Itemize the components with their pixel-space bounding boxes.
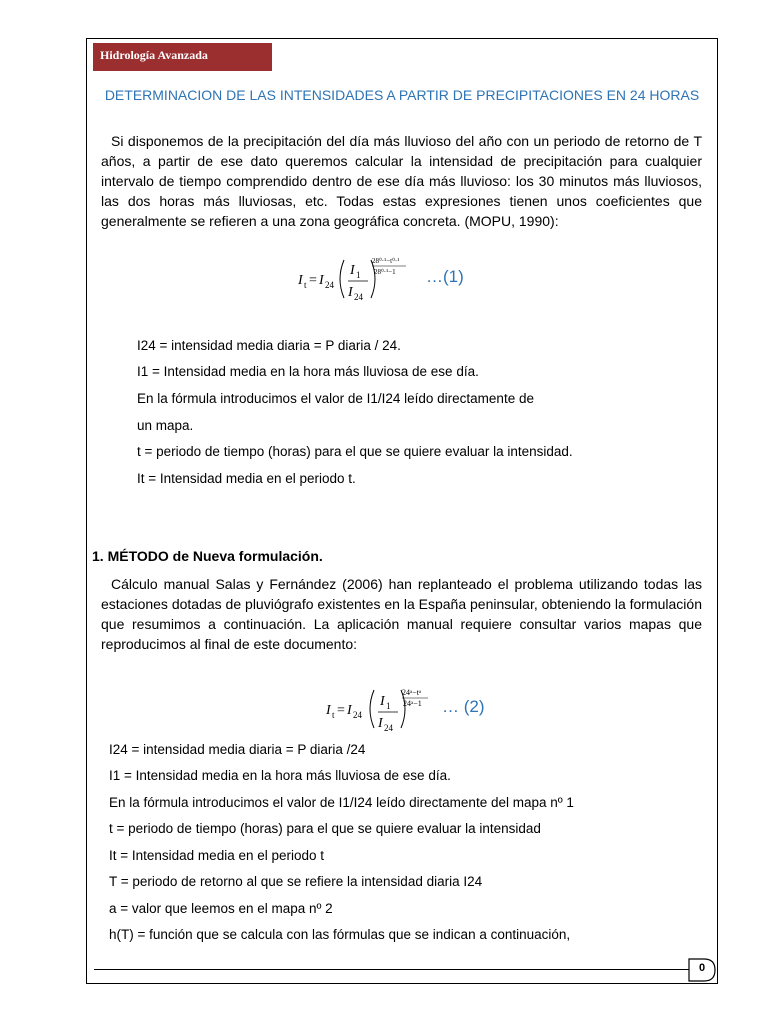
- def1-t: t = periodo de tiempo (horas) para el que se quiere evaluar la intensidad.: [137, 444, 573, 459]
- f2-paren-left: [370, 690, 374, 728]
- method-paragraph: Cálculo manual Salas y Fernández (2006) han replanteado el problema utilizando todas las estaciones dotadas de pluviógrafo existentes en la España peninsular, obteniendo la formulación que resumimos a continuación. La aplicación manual requiere consultar varios mapas que reproducimos al final de este documento:: [101, 576, 702, 652]
- def1-it: It = Intensidad media en el periodo t.: [137, 471, 356, 486]
- def1-ratio-cont: un mapa.: [137, 418, 194, 433]
- def1-i24: I24 = intensidad media diaria = P diaria / 24.: [137, 338, 401, 353]
- formula-1: [296, 252, 496, 304]
- f2-equals: =: [337, 703, 345, 718]
- document-title: DETERMINACION DE LAS INTENSIDADES A PARTIR DE PRECIPITACIONES EN 24 HORAS: [104, 87, 700, 103]
- footer-rule: [94, 969, 690, 970]
- f2-den-sub: 24: [384, 723, 393, 733]
- f2-lhs-sub: t: [332, 710, 335, 720]
- section-heading: 1. MÉTODO de Nueva formulación.: [92, 548, 323, 564]
- f1-num-I: I: [350, 263, 355, 278]
- page-number: 0: [699, 962, 706, 974]
- f2-num-sub: 1: [386, 701, 391, 711]
- def1-i1: I1 = Intensidad media en la hora más lluviosa de ese día.: [137, 364, 479, 379]
- formula-1-label: …(1): [426, 267, 464, 286]
- f2-lhs-I: I: [326, 703, 331, 718]
- f1-num-sub: 1: [356, 270, 361, 280]
- def2-i1: I1 = Intensidad media en la hora más lluviosa de ese día.: [109, 768, 451, 783]
- f2-den-I: I: [378, 716, 383, 731]
- header-tab: [93, 43, 272, 71]
- f1-lhs-I: I: [298, 273, 303, 288]
- def2-T: T = periodo de retorno al que se refiere la intensidad diaria I24: [109, 874, 483, 889]
- def2-hT: h(T) = función que se calcula con las fórmulas que se indican a continuación,: [109, 927, 571, 942]
- f2-num-I: I: [380, 694, 385, 709]
- f1-equals: =: [309, 273, 317, 288]
- f1-paren-left: [340, 260, 344, 298]
- f1-lhs-sub: t: [304, 280, 307, 290]
- f1-rhs-sub: 24: [325, 280, 334, 290]
- def2-it: It = Intensidad media en el periodo t: [109, 848, 325, 863]
- def2-i24: I24 = intensidad media diaria = P diaria /24: [109, 742, 366, 757]
- f1-rhs-I: I: [319, 273, 324, 288]
- f1-exp-den: 28⁰·¹−1: [374, 268, 396, 276]
- f1-exp-num: 28⁰·¹−t⁰·¹: [372, 257, 400, 265]
- def2-ratio: En la fórmula introducimos el valor de I1/I24 leído directamente del mapa nº 1: [109, 795, 574, 810]
- f2-exp-num: 24ᵃ−tᵃ: [402, 688, 422, 697]
- header-label: Hidrología Avanzada: [100, 48, 208, 62]
- f2-rhs-I: I: [347, 703, 352, 718]
- formula-2-label: … (2): [442, 697, 485, 716]
- def2-a: a = valor que leemos en el mapa nº 2: [109, 901, 333, 916]
- def1-ratio: En la fórmula introducimos el valor de I1/I24 leído directamente de: [137, 391, 534, 406]
- def2-t: t = periodo de tiempo (horas) para el que se quiere evaluar la intensidad: [109, 821, 541, 836]
- f2-rhs-sub: 24: [353, 710, 362, 720]
- f1-den-I: I: [348, 285, 353, 300]
- f1-den-sub: 24: [354, 292, 363, 302]
- f2-exp-den: 24ᵃ−1: [403, 699, 422, 708]
- intro-paragraph: Si disponemos de la precipitación del día más lluvioso del año con un periodo de retorno de T años, a partir de ese dato queremos calcular la intensidad de precipitación para cualquier intervalo de tiempo comprendido dentro de ese día más lluvioso: los 30 minutos más lluviosos, las dos horas más lluviosas, etc. Todas estas expresiones tienen unos coeficientes que generalmente se refieren a una zona geográfica concreta. (MOPU, 1990):: [101, 133, 702, 229]
